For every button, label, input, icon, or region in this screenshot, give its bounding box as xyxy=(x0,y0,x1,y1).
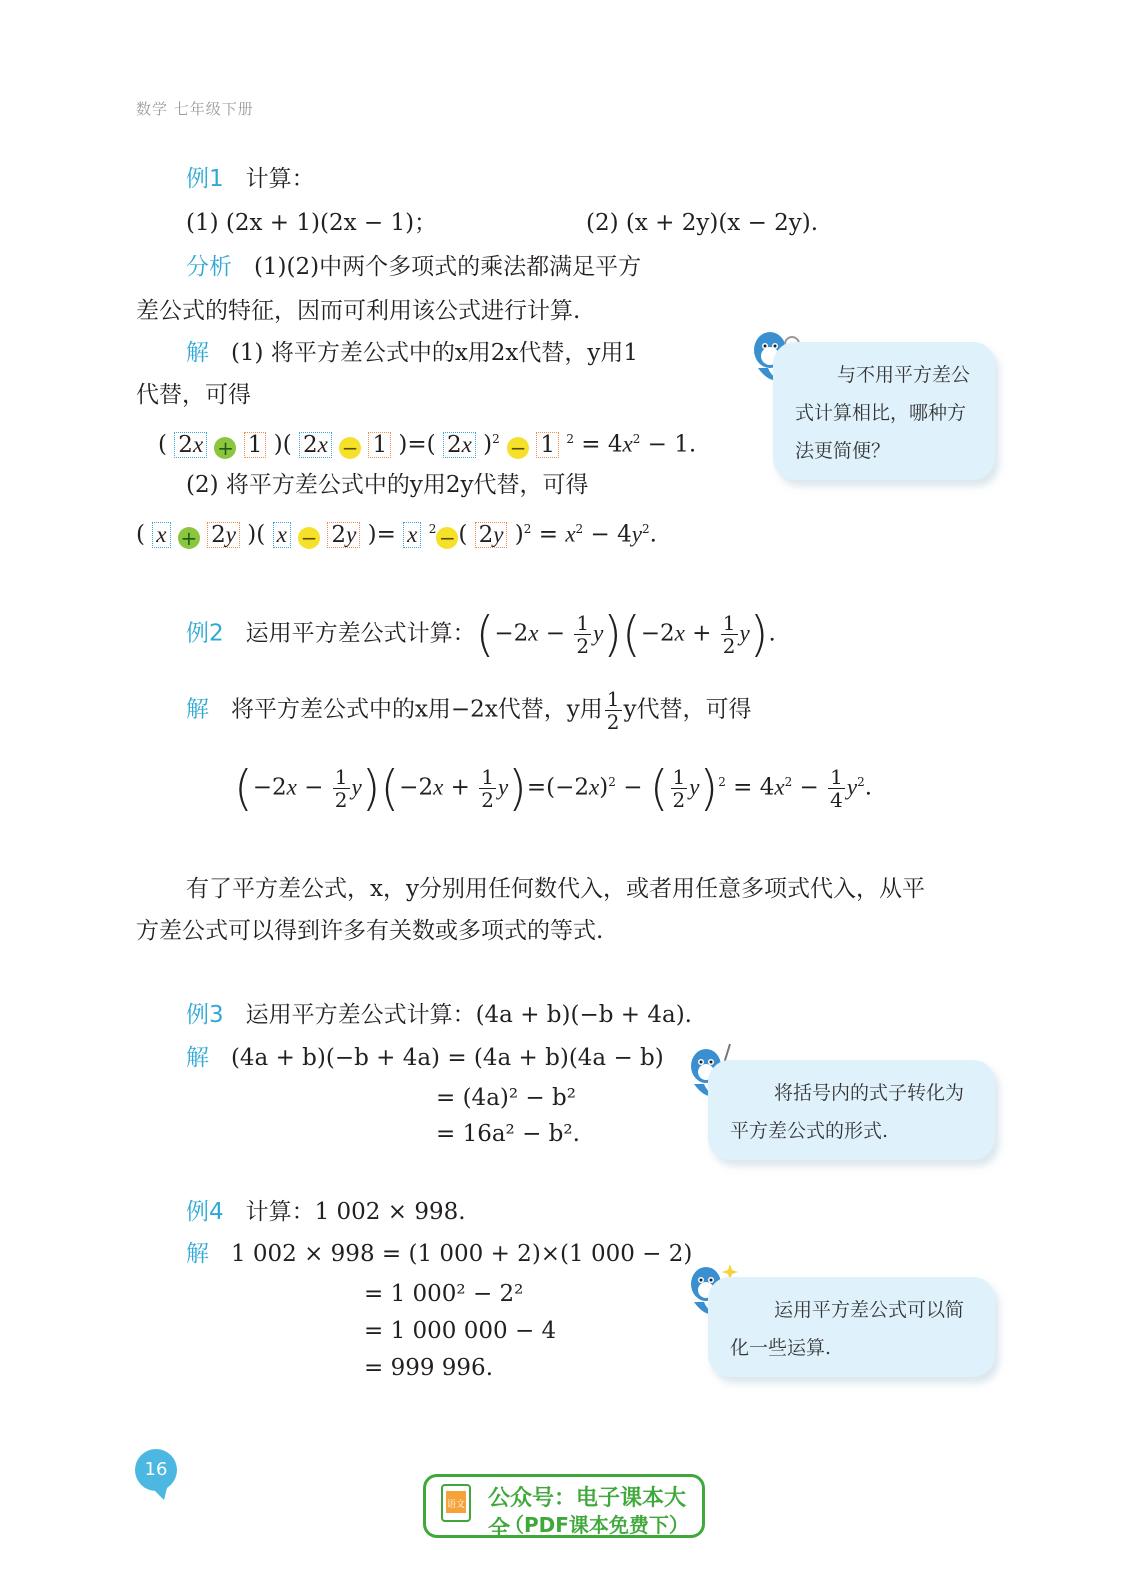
example-4-prompt: 计算：1 002 × 998. xyxy=(245,1199,466,1225)
running-header: 数学 七年级下册 xyxy=(136,100,254,118)
example-3-prompt: 运用平方差公式计算：(4a + b)(−b + 4a). xyxy=(245,1002,692,1028)
example-4-solution-label: 解 xyxy=(186,1241,209,1267)
solution-line-1: (1) 将平方差公式中的x用2x代替，y用1 xyxy=(230,340,639,366)
example-1-heading xyxy=(186,164,315,194)
example-2-prompt: 运用平方差公式计算： xyxy=(245,620,476,647)
example-3-line-1: (4a + b)(−b + 4a) = (4a + b)(4a − b) xyxy=(230,1045,664,1071)
solution-line-2: 代替，可得 xyxy=(136,382,251,408)
solution-label: 解 xyxy=(186,340,209,366)
example-1-solution xyxy=(186,338,638,368)
example-2-heading: 例2 运用平方差公式计算：(−2x − $\frac{1}{2}$ y)(−2x + $\frac{1}{2}$ y). xyxy=(186,606,776,663)
solution-line-4: (2) 将平方差公式中的y用2y代替，可得 xyxy=(186,472,589,498)
example-4-heading xyxy=(186,1197,466,1227)
page-number-tail-icon xyxy=(148,1484,168,1500)
example-1-part-1: (1) (2x + 1)(2x − 1)； xyxy=(186,210,438,236)
page-number: 16 xyxy=(135,1449,177,1491)
analysis-line-1: (1)(2)中两个多项式的乘法都满足平方 xyxy=(253,254,642,280)
example-3-label: 例3 xyxy=(186,1002,224,1028)
book-icon-text: 语文 xyxy=(446,1500,466,1510)
example-1-prompt: 计算： xyxy=(245,166,315,192)
example-2-solution: 解 将平方差公式中的x用−2x代替，y用 $\frac{1}{2}$ y代替，可得 xyxy=(186,687,752,734)
example-2-equation: (−2x − $\frac{1}{2}$ y)(−2x + $\frac{1}{2}$ $y)=(-2x)^2$ − ( $\frac{1}{2}$ $y)^2 = 4x^2$ − $\frac{1}{4}$ $y^2$. xyxy=(234,760,873,817)
example-3-line-2: = (4a)² − b² xyxy=(436,1085,576,1111)
example-4-line-2: = 1 000² − 2² xyxy=(364,1281,524,1307)
analysis-label: 分析 xyxy=(186,254,232,280)
example-2-label: 例2 xyxy=(186,620,224,647)
example-3-solution xyxy=(186,1043,664,1073)
solution-equation-1: ( 2x + 1 )( 2x − 1 )=( 2x )$^2$ − 1 $^2 = 4x^2 - 1$. xyxy=(158,431,697,460)
example-4-line-1: 1 002 × 998 = (1 000 + 2)×(1 000 − 2) xyxy=(230,1241,693,1267)
example-1-part-2: (2) (x + 2y)(x − 2y). xyxy=(586,210,819,236)
watermark-line-2: （PDF课本免费下） xyxy=(504,1513,689,1537)
tip-bubble-2: 将括号内的式子转化为平方差公式的形式. xyxy=(708,1060,995,1160)
analysis-line-2: 差公式的特征，因而可利用该公式进行计算. xyxy=(136,298,581,324)
example-2-solution-b: y代替，可得 xyxy=(623,696,752,723)
example-4-line-3: = 1 000 000 − 4 xyxy=(364,1318,557,1344)
solution-equation-2: ( x + 2y )( x − 2y )= x $^2$ − ( 2y )$^2 = x^2 - 4y^2$. xyxy=(136,521,657,550)
tip-bubble-1: 与不用平方差公式计算相比，哪种方法更简便？ xyxy=(773,342,995,480)
example-2-solution-label: 解 xyxy=(186,696,209,723)
tip-bubble-3: 运用平方差公式可以简化一些运算. xyxy=(708,1277,995,1377)
example-4-line-4: = 999 996. xyxy=(364,1355,494,1381)
example-3-line-3: = 16a² − b². xyxy=(436,1121,580,1147)
example-2-solution-a: 将平方差公式中的x用−2x代替，y用 xyxy=(230,696,603,723)
watermark-badge xyxy=(423,1474,705,1542)
book-icon xyxy=(438,1483,478,1531)
example-4-label: 例4 xyxy=(186,1199,224,1225)
example-1-label: 例1 xyxy=(186,166,224,192)
example-1-analysis xyxy=(186,252,641,282)
example-3-solution-label: 解 xyxy=(186,1045,209,1071)
watermark-line-1: 公众号：电子课本大全 xyxy=(488,1486,687,1542)
example-3-heading xyxy=(186,1000,692,1030)
paragraph-line-2: 方差公式可以得到许多有关数或多项式的等式. xyxy=(136,918,604,944)
example-4-solution xyxy=(186,1239,692,1269)
paragraph-line-1: 有了平方差公式，x，y分别用任何数代入，或者用任意多项式代入，从平 xyxy=(186,876,925,902)
